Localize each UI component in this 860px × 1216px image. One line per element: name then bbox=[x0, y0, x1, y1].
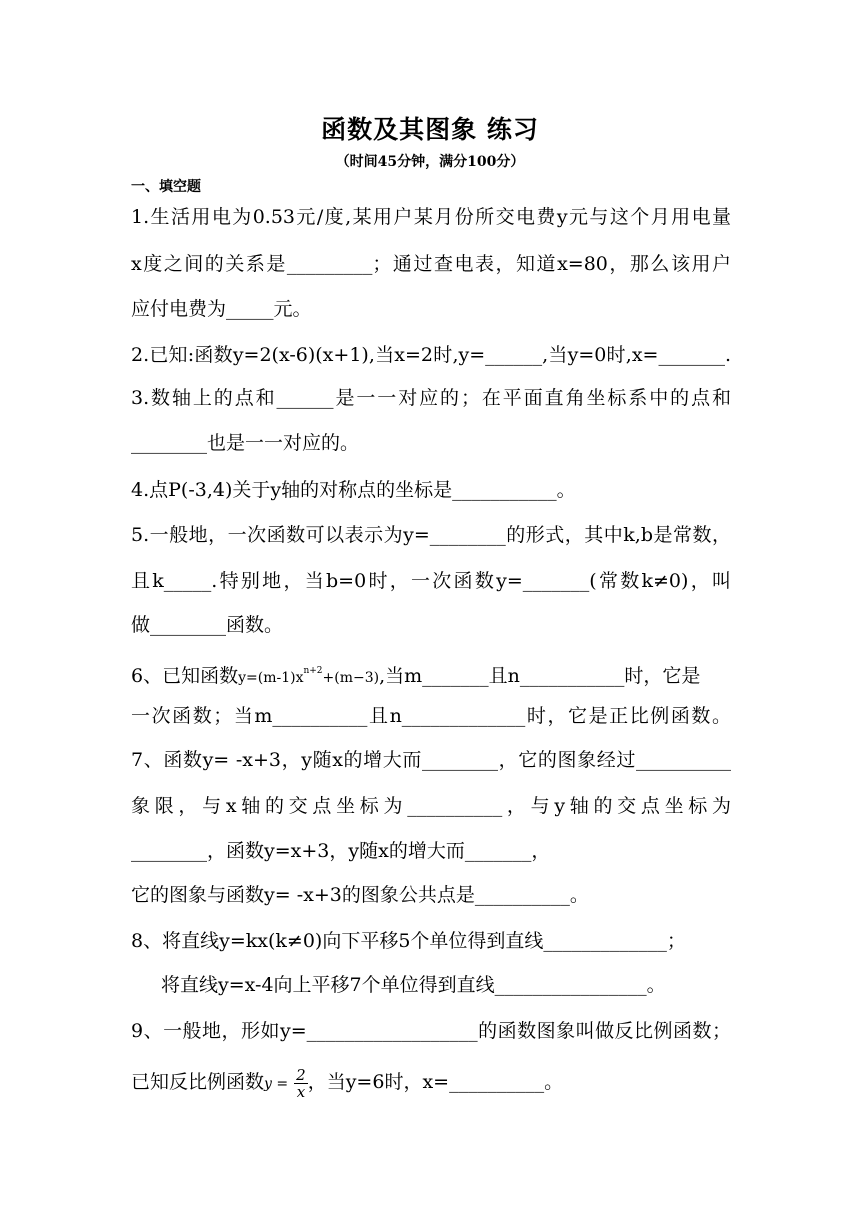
q6-formula bbox=[238, 666, 380, 686]
q1-line-3: 应付电费为_____元。 bbox=[131, 298, 312, 320]
q9-suffix: ，当y=6时，x=__________。 bbox=[307, 1071, 564, 1093]
q1-line-1: 1.生活用电为0.53元/度,某用户某月份所交电费y元与这个月用电量 bbox=[131, 206, 731, 228]
q5-line-3: 做________函数。 bbox=[131, 614, 284, 636]
q5-line-1: 5.一般地，一次函数可以表示为y=________的形式，其中k,b是常数， bbox=[131, 524, 731, 546]
q8-line-2: 将直线y=x-4向上平移7个单位得到直线________________。 bbox=[161, 974, 666, 996]
q5-line-2: 且k_____.特别地，当b=0时，一次函数y=_______(常数k≠0)，叫 bbox=[131, 570, 731, 592]
q9-prefix: 已知反比例函数 bbox=[131, 1071, 265, 1093]
q3-line-2: ________也是一一对应的。 bbox=[131, 432, 360, 454]
q6-formula-tail: +(m−3) bbox=[322, 670, 380, 686]
q6-suffix: ,当m_______且n___________时，它是 bbox=[379, 665, 701, 687]
q4-line: 4.点P(-3,4)关于y轴的对称点的坐标是___________。 bbox=[131, 479, 576, 501]
q8-line-1: 8、将直线y=kx(k≠0)向下平移5个单位得到直线_____________； bbox=[131, 930, 686, 952]
q6-prefix: 6、已知函数 bbox=[131, 665, 239, 687]
q9-fraction-numerator: 2 bbox=[296, 1065, 306, 1084]
q6-line-1 bbox=[131, 658, 731, 687]
q7-line-4: 它的图象与函数y= -x+3的图象公共点是__________。 bbox=[131, 884, 589, 906]
q7-line-1: 7、函数y= -x+3，y随x的增大而________，它的图象经过__________ bbox=[131, 749, 731, 771]
q6-formula-exponent: n+2 bbox=[303, 666, 323, 676]
q6-line-2: 一次函数；当m__________且n_____________时，它是正比例函数。 bbox=[131, 705, 731, 727]
q2-line: 2.已知:函数y=2(x-6)(x+1),当x=2时,y=______,当y=0时,x=_______. bbox=[131, 344, 731, 366]
q3-line-1: 3.数轴上的点和______是一一对应的；在平面直角坐标系中的点和 bbox=[131, 387, 731, 409]
q9-line-2 bbox=[131, 1062, 731, 1102]
time-score-note: （时间45分钟，满分100分） bbox=[335, 154, 525, 170]
q9-line-1: 9、一般地，形如y=__________________的函数图象叫做反比例函数； bbox=[131, 1020, 731, 1042]
section-heading-fill-blank: 一、填空题 bbox=[131, 179, 201, 195]
q6-formula-base: y=(m-1)x bbox=[238, 670, 304, 686]
q7-line-3: ________，函数y=x+3，y随x的增大而_______， bbox=[131, 840, 551, 862]
q9-fraction bbox=[294, 1067, 308, 1100]
page-title: 函数及其图象 练习 bbox=[321, 115, 539, 144]
q1-line-2: x度之间的关系是_________；通过查电表，知道x=80，那么该用户 bbox=[131, 253, 731, 275]
q9-lhs: y = bbox=[264, 1076, 289, 1092]
q9-fraction-denominator: x bbox=[296, 1082, 306, 1101]
q7-line-2: 象限，与x轴的交点坐标为__________，与y轴的交点坐标为 bbox=[131, 795, 731, 817]
